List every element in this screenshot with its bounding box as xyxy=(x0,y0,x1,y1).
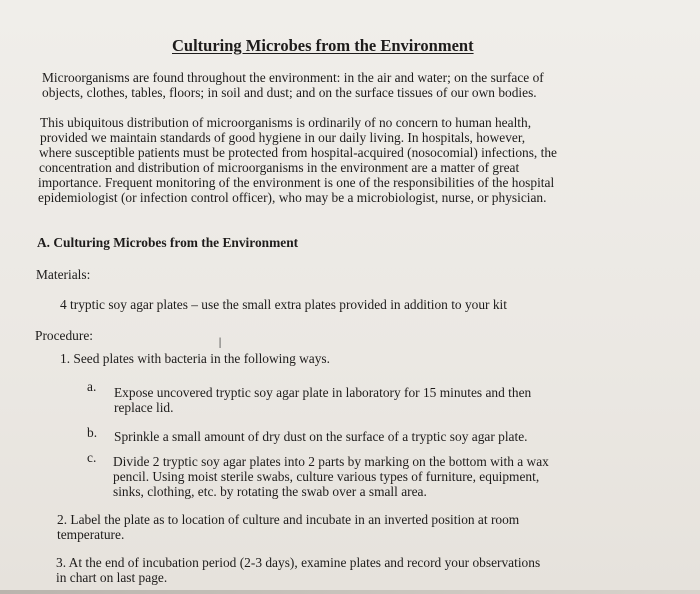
substep-b-line-1: Sprinkle a small amount of dry dust on the surface of a tryptic soy agar plate. xyxy=(114,429,528,444)
substep-a-marker: a. xyxy=(87,379,97,394)
substep-c-marker: c. xyxy=(87,450,97,465)
substep-a-line-2: replace lid. xyxy=(114,400,174,415)
materials-label: Materials: xyxy=(36,267,91,282)
para2-line-2: provided we maintain standards of good hygiene in our daily living. In hospitals, however, xyxy=(40,130,526,145)
step-2-line-1: 2. Label the plate as to location of culture and incubate in an inverted position at room xyxy=(57,512,520,527)
materials-item: 4 tryptic soy agar plates – use the small extra plates provided in addition to your kit xyxy=(60,297,507,312)
page-title: Culturing Microbes from the Environment xyxy=(172,36,474,55)
substep-a-line-1: Expose uncovered tryptic soy agar plate in laboratory for 15 minutes and then xyxy=(114,385,532,400)
section-a-heading: A. Culturing Microbes from the Environment xyxy=(37,235,299,250)
para2-line-3: where susceptible patients must be protected from hospital-acquired (nosocomial) infections, the xyxy=(39,145,557,160)
text-cursor-icon: I xyxy=(218,336,223,352)
substep-c-line-2: pencil. Using moist sterile swabs, culture various types of furniture, equipment, xyxy=(113,469,540,484)
step-3-line-1: 3. At the end of incubation period (2-3 days), examine plates and record your observations xyxy=(56,555,541,570)
step-3-line-2: in chart on last page. xyxy=(56,570,168,585)
step-1: 1. Seed plates with bacteria in the following ways. xyxy=(60,351,330,366)
para2-line-4: concentration and distribution of microorganisms in the environment are a matter of great xyxy=(39,160,520,175)
substep-b-marker: b. xyxy=(87,425,98,440)
intro-line-1: Microorganisms are found throughout the environment: in the air and water; on the surface of xyxy=(42,70,544,85)
procedure-label: Procedure: xyxy=(35,328,94,343)
substep-c-line-3: sinks, clothing, etc. by rotating the swab over a small area. xyxy=(113,484,427,499)
step-2-line-2: temperature. xyxy=(57,527,125,542)
page-bottom-edge xyxy=(0,590,700,594)
para2-line-5: importance. Frequent monitoring of the environment is one of the responsibilities of the hospital xyxy=(38,175,555,190)
para2-line-6: epidemiologist (or infection control officer), who may be a microbiologist, nurse, or physician. xyxy=(38,190,547,205)
para2-line-1: This ubiquitous distribution of microorganisms is ordinarily of no concern to human health, xyxy=(40,115,532,130)
intro-line-2: objects, clothes, tables, floors; in soil and dust; and on the surface tissues of our own bodies. xyxy=(42,85,537,100)
substep-c-line-1: Divide 2 tryptic soy agar plates into 2 parts by marking on the bottom with a wax xyxy=(113,454,549,469)
